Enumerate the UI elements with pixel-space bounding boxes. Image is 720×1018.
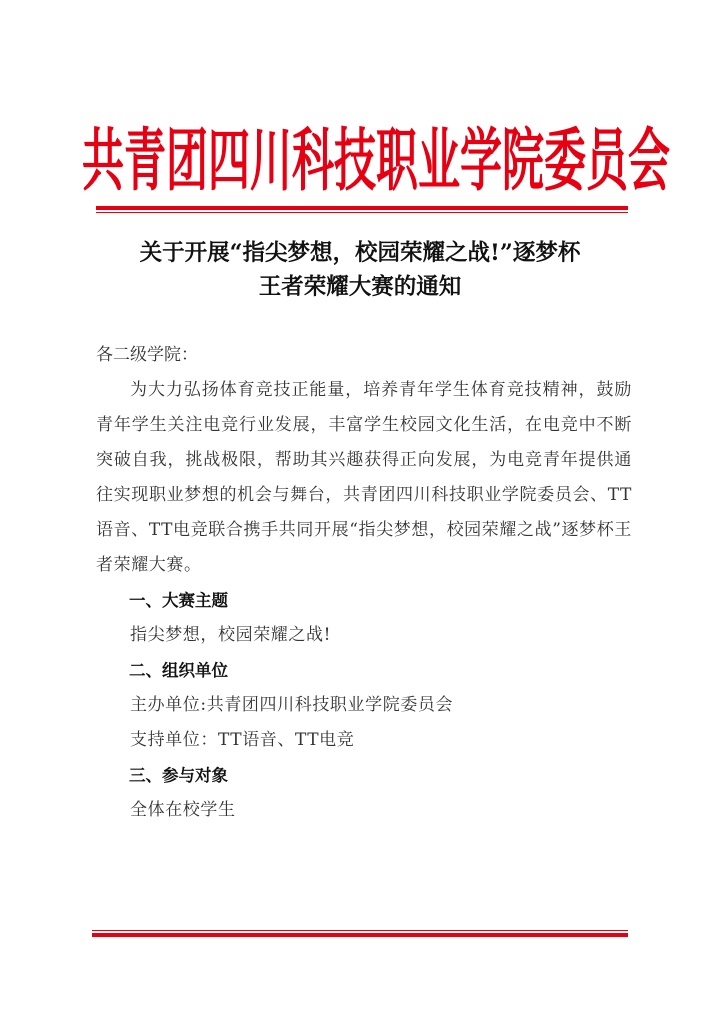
- footer-rule-thin: [92, 930, 628, 931]
- masthead-rule-thick: [96, 206, 628, 210]
- masthead-org-name: 共青团四川科技职业学院委员会: [82, 121, 670, 202]
- section-heading-organizers: 二、组织单位: [129, 661, 228, 680]
- notice-title: [80, 236, 640, 304]
- salutation: 各二级学院：: [96, 345, 198, 365]
- intro-paragraph: 为大力弘扬体育竞技正能量，培养青年学生体育竞技精神，鼓励青年学生关注电竞行业发展，丰富学生校园文化生活，在电竞中不断突破自我，挑战极限，帮助其兴趣获得正向发展，为电竞青年提供通往实现职业梦想的机会与舞台，共青团四川科技职业学院委员会、TT语音、TT电竞联合携手共同开展“指尖梦想，校园荣耀之战”逐梦杯王者荣耀大赛。: [96, 380, 632, 575]
- participants-text: 全体在校学生: [130, 800, 236, 820]
- section-theme-text: 指尖梦想，校园荣耀之战!: [130, 625, 332, 645]
- notice-title-line-1: 关于开展“指尖梦想，校园荣耀之战!”逐梦杯: [139, 240, 581, 266]
- notice-title-line-2: 王者荣耀大赛的通知: [258, 274, 462, 300]
- section-heading-participants: 三、参与对象: [129, 766, 228, 785]
- organizer-host: 主办单位:共青团四川科技职业学院委员会: [130, 695, 454, 715]
- notice-body: [96, 338, 632, 828]
- organizer-support: 支持单位：TT语音、TT电竞: [130, 730, 355, 750]
- section-heading-theme: 一、大赛主题: [129, 591, 228, 610]
- masthead-rule-thin: [96, 212, 628, 213]
- footer-rule-thick: [92, 933, 628, 937]
